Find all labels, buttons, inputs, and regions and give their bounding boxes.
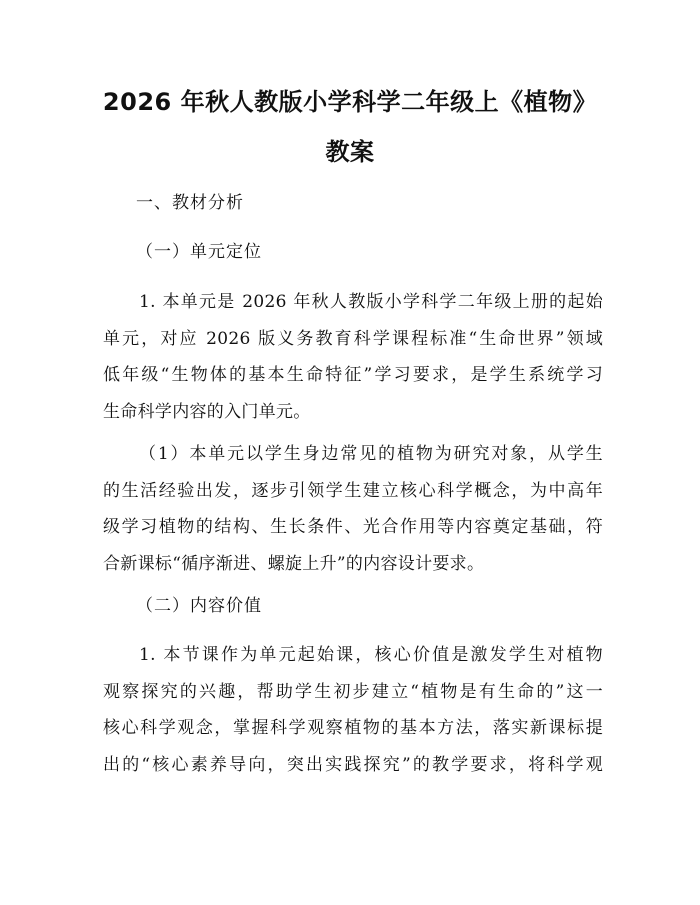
paragraph-line: 1. 本单元是 2026 年秋人教版小学科学二年级上册的起始 (139, 292, 603, 312)
paragraph-line: 生命科学内容的入门单元。 (103, 401, 311, 422)
paragraph-line: 级学习植物的结构、生长条件、光合作用等内容奠定基础，符 (103, 517, 603, 538)
paragraph-unit-position-1 (103, 284, 603, 430)
document-title-line1: 2026 年秋人教版小学科学二年级上《植物》 (102, 88, 598, 116)
paragraph-line: 单元，对应 2026 版义务教育科学课程标准“生命世界”领域 (103, 328, 603, 349)
paragraph-content-value-1 (103, 637, 603, 783)
paragraph-unit-position-2 (103, 436, 603, 582)
paragraph-line: 核心科学观念，掌握科学观察植物的基本方法，落实新课标提 (103, 718, 603, 739)
paragraph-line: 合新课标“循序渐进、螺旋上升”的内容设计要求。 (103, 553, 485, 574)
paragraph-line: 观察探究的兴趣，帮助学生初步建立“植物是有生命的”这一 (103, 681, 603, 702)
paragraph-line: 1. 本节课作为单元起始课，核心价值是激发学生对植物 (139, 645, 603, 665)
subsection-heading-unit-position: （一）单元定位 (136, 242, 262, 262)
paragraph-line: 出的“核心素养导向，突出实践探究”的教学要求，将科学观 (103, 754, 603, 775)
subsection-heading-content-value: （二）内容价值 (136, 596, 262, 616)
paragraph-line: 的生活经验出发，逐步引领学生建立核心科学概念，为中高年 (103, 480, 603, 501)
document-title-line2: 教案 (325, 138, 375, 166)
section-heading-textbook-analysis: 一、教材分析 (136, 193, 244, 213)
paragraph-line: 低年级“生物体的基本生命特征”学习要求，是学生系统学习 (103, 365, 603, 386)
paragraph-line: （1）本单元以学生身边常见的植物为研究对象，从学生 (139, 444, 603, 464)
